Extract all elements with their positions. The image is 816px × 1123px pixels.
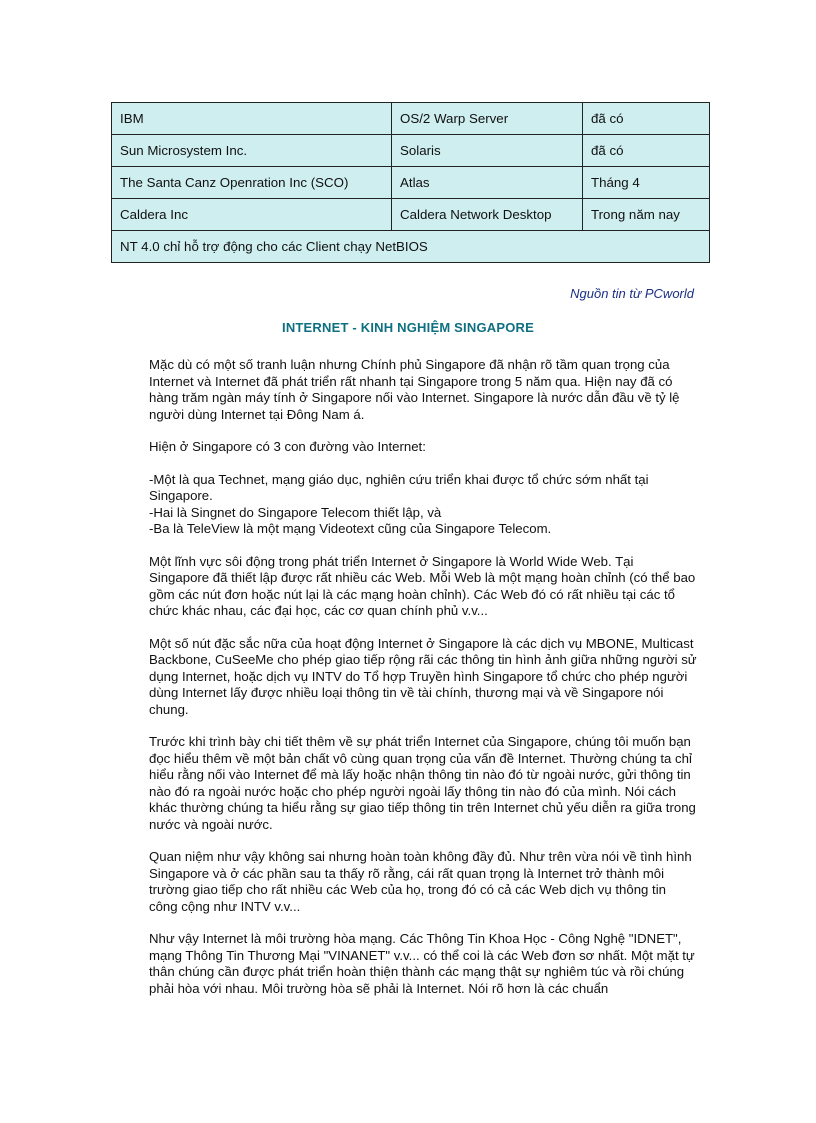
paragraph: Trước khi trình bày chi tiết thêm về sự phát triển Internet của Singapore, chúng tôi muốn bạn đọc hiểu thêm về một bản chất vô cùng quan trọng của vấn đề Internet. Thường chúng ta chỉ hiểu rằng nối vào Internet để mà lấy hoặc nhận thông tin nào đó từ ngoài nước, gửi thông tin nào đó ra ngoài nước hoặc cho phép người ngoài lấy thông tin nào đó của mình. Nói cách khác thường chúng ta hiểu rằng sự giao tiếp thông tin trên Internet chủ yếu diễn ra giữa trong nước và ngoài nước. [149,734,696,832]
list-item: -Một là qua Technet, mạng giáo dục, nghiên cứu triển khai được tổ chức sớm nhất tại Singapore. [149,471,649,503]
table-cell: The Santa Canz Openration Inc (SCO) [112,167,392,199]
list-item: -Hai là Singnet do Singapore Telecom thiết lập, và [149,504,442,520]
paragraph: Một số nút đặc sắc nữa của hoạt động Internet ở Singapore là các dịch vụ MBONE, Multicast Backbone, CuSeeMe cho phép giao tiếp rộng rãi các thông tin hình ảnh giữa những người sử dụng Internet, hoặc dịch vụ INTV do Tổ hợp Truyền hình Singapore tổ chức cho phép người dùng Internet lấy được nhiều loại thông tin về tài chính, thương mại và về Singapore nói chung. [149,635,697,717]
table-cell: Tháng 4 [583,167,710,199]
table-cell: Trong năm nay [583,199,710,231]
paragraph: Hiện ở Singapore có 3 con đường vào Internet: [149,439,426,454]
table-cell: Solaris [392,135,583,167]
source-credit: Nguồn tin từ PCworld [570,286,694,301]
table-cell: Sun Microsystem Inc. [112,135,392,167]
article-body [149,357,697,1013]
table-cell: đã có [583,103,710,135]
list-item: -Ba là TeleView là một mạng Videotext cũng của Singapore Telecom. [149,521,552,536]
table-cell: Caldera Network Desktop [392,199,583,231]
table-cell: đã có [583,135,710,167]
table-row [112,167,710,199]
paragraph: Như vậy Internet là môi trường hòa mạng. Các Thông Tin Khoa Học - Công Nghệ "IDNET", mạng Thông Tin Thương Mại "VINANET" v.v... có thể coi là các Web đơn sơ nhất. Một mặt tự thân chúng cần được phát triển hoàn thiện thành các mạng thật sự nghiêm túc và rồi chúng phải hòa với nhau. Môi trường hòa sẽ phải là Internet. Nói rõ hơn là các chuẩn [149,931,695,996]
table-note: NT 4.0 chỉ hỗ trợ động cho các Client chạy NetBIOS [112,231,710,263]
paragraph: Mặc dù có một số tranh luận nhưng Chính phủ Singapore đã nhận rõ tầm quan trọng của Internet và Internet đã phát triển rất nhanh tại Singapore trong 5 năm qua. Hiện nay đã có hàng trăm ngàn máy tính ở Singapore nối vào Internet. Singapore là nước dẫn đầu về tỷ lệ người dùng Internet tại Đông Nam á. [149,357,680,422]
table-cell: IBM [112,103,392,135]
article-title: INTERNET - KINH NGHIỆM SINGAPORE [282,320,534,335]
table-note-row [112,231,710,263]
paragraph: Một lĩnh vực sôi động trong phát triển Internet ở Singapore là World Wide Web. Tại Singapore đã thiết lập được rất nhiều các Web. Mỗi Web là một mạng hoàn chỉnh (có thể bao gồm các nút đơn hoặc nút lại là các mạng hoàn chỉnh). Các Web đó có rất nhiều tại các tổ chức khác nhau, các đại học, các cơ quan chính phủ v.v... [149,553,696,618]
table-cell: Atlas [392,167,583,199]
table-cell: Caldera Inc [112,199,392,231]
table-row [112,103,710,135]
table-row [112,199,710,231]
paragraph: Quan niệm như vậy không sai nhưng hoàn toàn không đầy đủ. Như trên vừa nói về tình hình Singapore và ở các phần sau ta thấy rõ rằng, cái rất quan trọng là Internet trở thành môi trường giao tiếp cho rất nhiều các Web của họ, trong đó có cả các Web dịch vụ thông tin công cộng như INTV v.v... [149,849,692,914]
table-cell: OS/2 Warp Server [392,103,583,135]
table-row [112,135,710,167]
software-table [111,102,710,263]
